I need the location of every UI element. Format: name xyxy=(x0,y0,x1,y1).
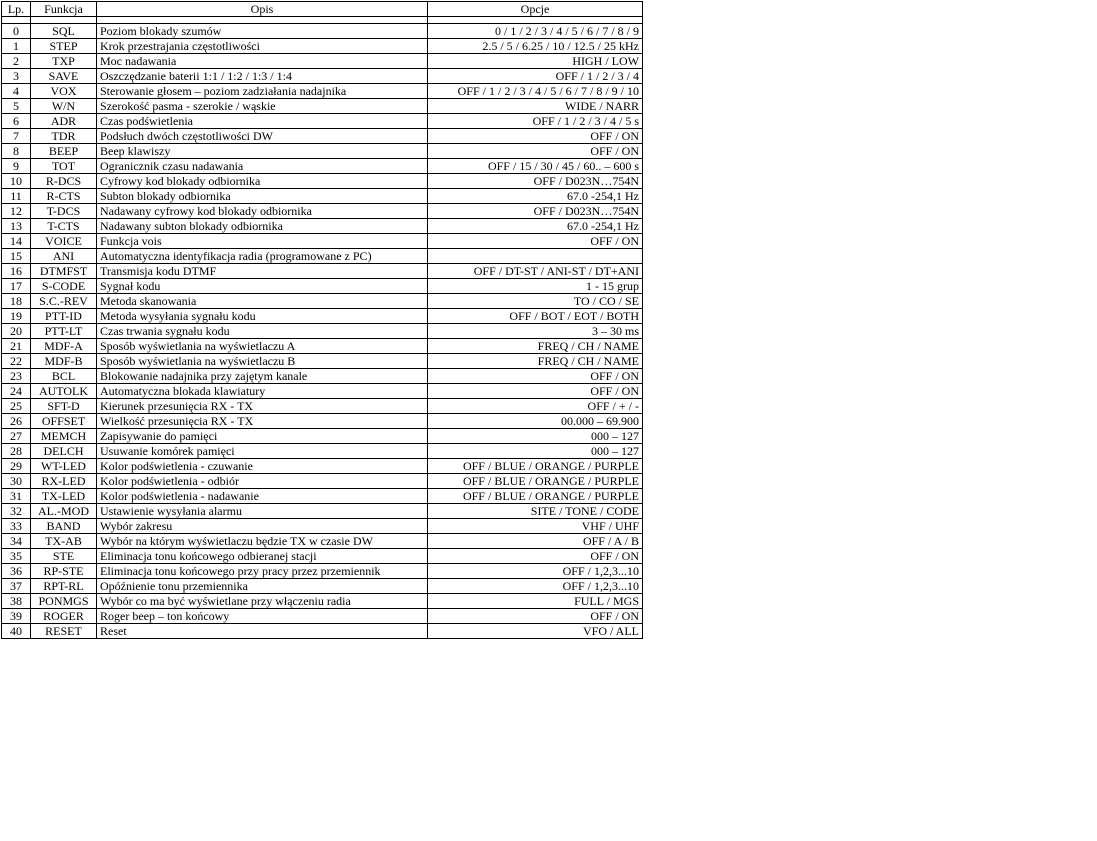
row-number: 12 xyxy=(2,204,31,219)
table-row xyxy=(2,54,643,69)
function-code: AL.-MOD xyxy=(31,504,97,519)
description: Usuwanie komórek pamięci xyxy=(97,444,428,459)
table-row xyxy=(2,339,643,354)
options: OFF / DT-ST / ANI-ST / DT+ANI xyxy=(428,264,643,279)
options: OFF / 1,2,3...10 xyxy=(428,564,643,579)
row-number: 10 xyxy=(2,174,31,189)
table-row xyxy=(2,474,643,489)
header-lp: Lp. xyxy=(2,2,31,17)
description: Reset xyxy=(97,624,428,639)
function-code: RX-LED xyxy=(31,474,97,489)
header-funkcja: Funkcja xyxy=(31,2,97,17)
row-number: 40 xyxy=(2,624,31,639)
table-row xyxy=(2,174,643,189)
function-code: MDF-B xyxy=(31,354,97,369)
row-number: 24 xyxy=(2,384,31,399)
row-number: 6 xyxy=(2,114,31,129)
row-number: 38 xyxy=(2,594,31,609)
row-number: 9 xyxy=(2,159,31,174)
description: Eliminacja tonu końcowego odbieranej stacji xyxy=(97,549,428,564)
table-row xyxy=(2,414,643,429)
table-row xyxy=(2,594,643,609)
function-code: RPT-RL xyxy=(31,579,97,594)
row-number: 5 xyxy=(2,99,31,114)
function-code: S.C.-REV xyxy=(31,294,97,309)
table-row xyxy=(2,204,643,219)
options: OFF / ON xyxy=(428,384,643,399)
function-code: ROGER xyxy=(31,609,97,624)
options: VFO / ALL xyxy=(428,624,643,639)
description: Automatyczna identyfikacja radia (programowane z PC) xyxy=(97,249,428,264)
table-row xyxy=(2,504,643,519)
table-row xyxy=(2,579,643,594)
function-code: TX-LED xyxy=(31,489,97,504)
description: Wybór na którym wyświetlaczu będzie TX w czasie DW xyxy=(97,534,428,549)
function-code: BCL xyxy=(31,369,97,384)
description: Oszczędzanie baterii 1:1 / 1:2 / 1:3 / 1:4 xyxy=(97,69,428,84)
function-code: OFFSET xyxy=(31,414,97,429)
table-row xyxy=(2,294,643,309)
description: Poziom blokady szumów xyxy=(97,24,428,39)
options: OFF / ON xyxy=(428,234,643,249)
function-code: TDR xyxy=(31,129,97,144)
function-code: R-DCS xyxy=(31,174,97,189)
spacer-cell xyxy=(428,17,643,24)
table-row xyxy=(2,84,643,99)
options: VHF / UHF xyxy=(428,519,643,534)
function-code: WT-LED xyxy=(31,459,97,474)
row-number: 0 xyxy=(2,24,31,39)
description: Metoda skanowania xyxy=(97,294,428,309)
description: Ogranicznik czasu nadawania xyxy=(97,159,428,174)
row-number: 33 xyxy=(2,519,31,534)
function-code: W/N xyxy=(31,99,97,114)
table-row xyxy=(2,24,643,39)
row-number: 37 xyxy=(2,579,31,594)
row-number: 30 xyxy=(2,474,31,489)
description: Moc nadawania xyxy=(97,54,428,69)
description: Wybór co ma być wyświetlane przy włączeniu radia xyxy=(97,594,428,609)
table-row xyxy=(2,429,643,444)
table-row xyxy=(2,264,643,279)
row-number: 29 xyxy=(2,459,31,474)
options: 67.0 -254,1 Hz xyxy=(428,189,643,204)
row-number: 25 xyxy=(2,399,31,414)
options: OFF / BLUE / ORANGE / PURPLE xyxy=(428,489,643,504)
table-row xyxy=(2,534,643,549)
function-code: BEEP xyxy=(31,144,97,159)
row-number: 21 xyxy=(2,339,31,354)
options: 67.0 -254,1 Hz xyxy=(428,219,643,234)
function-code: SFT-D xyxy=(31,399,97,414)
options: HIGH / LOW xyxy=(428,54,643,69)
table-row xyxy=(2,384,643,399)
options: 000 – 127 xyxy=(428,429,643,444)
function-code: DTMFST xyxy=(31,264,97,279)
row-number: 36 xyxy=(2,564,31,579)
row-number: 13 xyxy=(2,219,31,234)
options: OFF / D023N…754N xyxy=(428,174,643,189)
options: 0 / 1 / 2 / 3 / 4 / 5 / 6 / 7 / 8 / 9 xyxy=(428,24,643,39)
options: OFF / BLUE / ORANGE / PURPLE xyxy=(428,459,643,474)
table-row xyxy=(2,519,643,534)
table-row xyxy=(2,114,643,129)
options xyxy=(428,249,643,264)
table-row xyxy=(2,369,643,384)
description: Kierunek przesunięcia RX - TX xyxy=(97,399,428,414)
options: OFF / ON xyxy=(428,369,643,384)
options: 2.5 / 5 / 6.25 / 10 / 12.5 / 25 kHz xyxy=(428,39,643,54)
table-row xyxy=(2,69,643,84)
row-number: 1 xyxy=(2,39,31,54)
table-row xyxy=(2,99,643,114)
table-body xyxy=(2,17,643,639)
function-code: AUTOLK xyxy=(31,384,97,399)
function-code: TOT xyxy=(31,159,97,174)
description: Czas trwania sygnału kodu xyxy=(97,324,428,339)
function-code: SAVE xyxy=(31,69,97,84)
row-number: 22 xyxy=(2,354,31,369)
description: Czas podświetlenia xyxy=(97,114,428,129)
options: OFF / 1 / 2 / 3 / 4 / 5 s xyxy=(428,114,643,129)
row-number: 11 xyxy=(2,189,31,204)
options: OFF / A / B xyxy=(428,534,643,549)
description: Sygnał kodu xyxy=(97,279,428,294)
table-row xyxy=(2,159,643,174)
description: Sposób wyświetlania na wyświetlaczu A xyxy=(97,339,428,354)
description: Cyfrowy kod blokady odbiornika xyxy=(97,174,428,189)
function-code: S-CODE xyxy=(31,279,97,294)
options: 00.000 – 69.900 xyxy=(428,414,643,429)
row-number: 15 xyxy=(2,249,31,264)
table-row xyxy=(2,459,643,474)
row-number: 18 xyxy=(2,294,31,309)
row-number: 8 xyxy=(2,144,31,159)
function-code: MEMCH xyxy=(31,429,97,444)
row-number: 20 xyxy=(2,324,31,339)
description: Sposób wyświetlania na wyświetlaczu B xyxy=(97,354,428,369)
description: Beep klawiszy xyxy=(97,144,428,159)
function-code: PONMGS xyxy=(31,594,97,609)
description: Transmisja kodu DTMF xyxy=(97,264,428,279)
options: 3 – 30 ms xyxy=(428,324,643,339)
row-number: 23 xyxy=(2,369,31,384)
spacer-cell xyxy=(31,17,97,24)
description: Zapisywanie do pamięci xyxy=(97,429,428,444)
function-code: R-CTS xyxy=(31,189,97,204)
options: WIDE / NARR xyxy=(428,99,643,114)
table-row xyxy=(2,549,643,564)
function-code: VOICE xyxy=(31,234,97,249)
function-code: RESET xyxy=(31,624,97,639)
description: Kolor podświetlenia - odbiór xyxy=(97,474,428,489)
spacer-cell xyxy=(97,17,428,24)
menu-functions-table xyxy=(1,1,643,639)
table-row xyxy=(2,609,643,624)
table-row xyxy=(2,309,643,324)
description: Kolor podświetlenia - czuwanie xyxy=(97,459,428,474)
table-row xyxy=(2,219,643,234)
row-number: 7 xyxy=(2,129,31,144)
options: OFF / ON xyxy=(428,129,643,144)
table-row xyxy=(2,39,643,54)
row-number: 26 xyxy=(2,414,31,429)
row-number: 32 xyxy=(2,504,31,519)
function-code: BAND xyxy=(31,519,97,534)
options: OFF / 1 / 2 / 3 / 4 xyxy=(428,69,643,84)
description: Szerokość pasma - szerokie / wąskie xyxy=(97,99,428,114)
description: Eliminacja tonu końcowego przy pracy przez przemiennik xyxy=(97,564,428,579)
table-row xyxy=(2,324,643,339)
description: Wielkość przesunięcia RX - TX xyxy=(97,414,428,429)
table-row xyxy=(2,399,643,414)
options: OFF / ON xyxy=(428,144,643,159)
description: Automatyczna blokada klawiatury xyxy=(97,384,428,399)
function-code: PTT-LT xyxy=(31,324,97,339)
options: FULL / MGS xyxy=(428,594,643,609)
row-number: 35 xyxy=(2,549,31,564)
description: Nadawany subton blokady odbiornika xyxy=(97,219,428,234)
options: OFF / ON xyxy=(428,609,643,624)
table-row xyxy=(2,234,643,249)
options: FREQ / CH / NAME xyxy=(428,354,643,369)
table-row xyxy=(2,489,643,504)
description: Krok przestrajania częstotliwości xyxy=(97,39,428,54)
table-row xyxy=(2,624,643,639)
function-code: RP-STE xyxy=(31,564,97,579)
spacer-cell xyxy=(2,17,31,24)
description: Roger beep – ton końcowy xyxy=(97,609,428,624)
table-row xyxy=(2,189,643,204)
description: Ustawienie wysyłania alarmu xyxy=(97,504,428,519)
description: Funkcja vois xyxy=(97,234,428,249)
row-number: 14 xyxy=(2,234,31,249)
function-code: STE xyxy=(31,549,97,564)
description: Metoda wysyłania sygnału kodu xyxy=(97,309,428,324)
options: OFF / 1,2,3...10 xyxy=(428,579,643,594)
table-row xyxy=(2,444,643,459)
options: OFF / ON xyxy=(428,549,643,564)
options: 1 - 15 grup xyxy=(428,279,643,294)
options: 000 – 127 xyxy=(428,444,643,459)
options: OFF / D023N…754N xyxy=(428,204,643,219)
row-number: 31 xyxy=(2,489,31,504)
description: Subton blokady odbiornika xyxy=(97,189,428,204)
table-row xyxy=(2,144,643,159)
table-row xyxy=(2,279,643,294)
row-number: 19 xyxy=(2,309,31,324)
options: OFF / 1 / 2 / 3 / 4 / 5 / 6 / 7 / 8 / 9 / 10 xyxy=(428,84,643,99)
options: OFF / BOT / EOT / BOTH xyxy=(428,309,643,324)
description: Podsłuch dwóch częstotliwości DW xyxy=(97,129,428,144)
table-row xyxy=(2,129,643,144)
function-code: MDF-A xyxy=(31,339,97,354)
spacer-row xyxy=(2,17,643,24)
function-code: DELCH xyxy=(31,444,97,459)
function-code: VOX xyxy=(31,84,97,99)
description: Wybór zakresu xyxy=(97,519,428,534)
description: Nadawany cyfrowy kod blokady odbiornika xyxy=(97,204,428,219)
row-number: 4 xyxy=(2,84,31,99)
options: SITE / TONE / CODE xyxy=(428,504,643,519)
row-number: 17 xyxy=(2,279,31,294)
function-code: ADR xyxy=(31,114,97,129)
function-code: TXP xyxy=(31,54,97,69)
row-number: 27 xyxy=(2,429,31,444)
row-number: 3 xyxy=(2,69,31,84)
description: Blokowanie nadajnika przy zajętym kanale xyxy=(97,369,428,384)
function-code: T-CTS xyxy=(31,219,97,234)
function-code: ANI xyxy=(31,249,97,264)
table-row xyxy=(2,249,643,264)
function-code: TX-AB xyxy=(31,534,97,549)
table-row xyxy=(2,354,643,369)
table-row xyxy=(2,564,643,579)
description: Kolor podświetlenia - nadawanie xyxy=(97,489,428,504)
row-number: 2 xyxy=(2,54,31,69)
function-code: SQL xyxy=(31,24,97,39)
row-number: 34 xyxy=(2,534,31,549)
row-number: 28 xyxy=(2,444,31,459)
header-opis: Opis xyxy=(97,2,428,17)
row-number: 16 xyxy=(2,264,31,279)
header-opcje: Opcje xyxy=(428,2,643,17)
description: Sterowanie głosem – poziom zadziałania nadajnika xyxy=(97,84,428,99)
header-row xyxy=(2,2,643,17)
description: Opóźnienie tonu przemiennika xyxy=(97,579,428,594)
function-code: STEP xyxy=(31,39,97,54)
function-code: PTT-ID xyxy=(31,309,97,324)
options: OFF / BLUE / ORANGE / PURPLE xyxy=(428,474,643,489)
options: FREQ / CH / NAME xyxy=(428,339,643,354)
function-code: T-DCS xyxy=(31,204,97,219)
options: TO / CO / SE xyxy=(428,294,643,309)
options: OFF / 15 / 30 / 45 / 60.. – 600 s xyxy=(428,159,643,174)
row-number: 39 xyxy=(2,609,31,624)
options: OFF / + / - xyxy=(428,399,643,414)
